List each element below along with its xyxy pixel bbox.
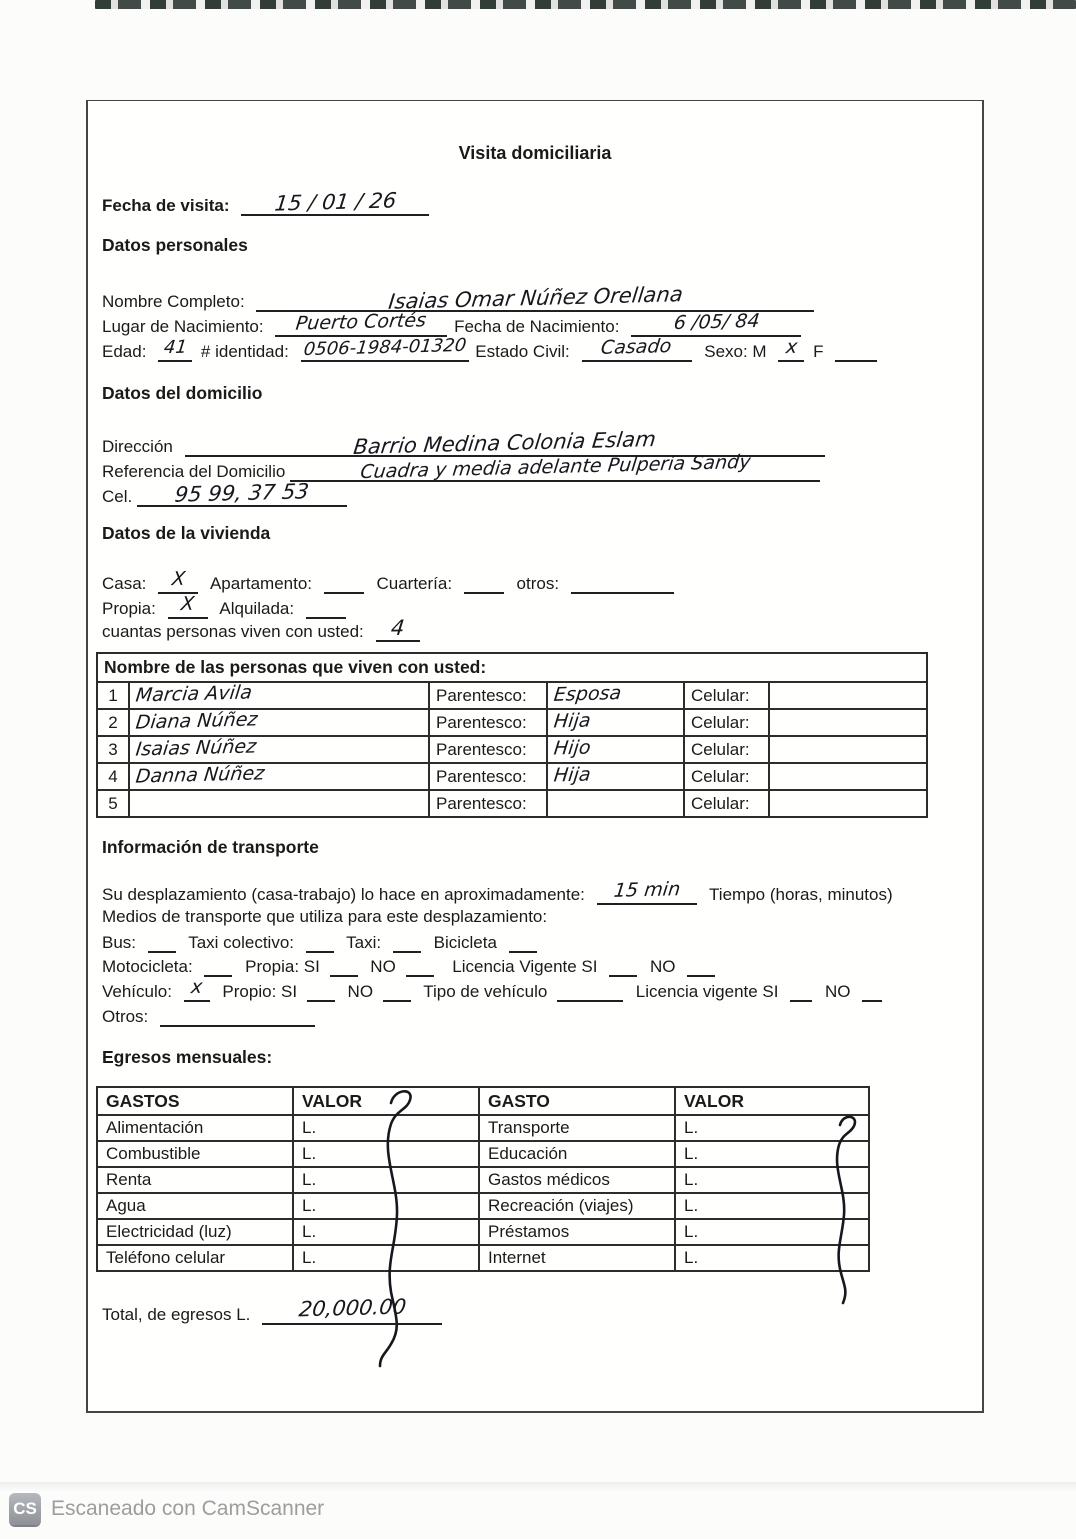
fecha-visita-label: Fecha de visita: xyxy=(102,196,230,215)
egresos-col-gasto: GASTO xyxy=(479,1087,675,1115)
personas-table-header: Nombre de las personas que viven con usted: xyxy=(97,653,927,682)
gasto-cell: Renta xyxy=(97,1167,293,1193)
taxi-colectivo-field xyxy=(306,930,334,953)
sexo-f-label: F xyxy=(813,342,824,361)
gasto-cell: Educación xyxy=(479,1141,675,1167)
row-number: 5 xyxy=(97,790,129,817)
table-row xyxy=(97,1141,869,1167)
bicicleta-label: Bicicleta xyxy=(433,933,497,952)
personas-viven-handwritten: 4 xyxy=(389,615,406,641)
fecha-nacimiento-field xyxy=(631,309,801,337)
taxi-colectivo-label: Taxi colectivo: xyxy=(188,933,295,952)
fecha-visita-handwritten: 15 / 01 / 26 xyxy=(273,188,398,216)
valor-cell: L. xyxy=(293,1167,479,1193)
egresos-heading: Egresos mensuales: xyxy=(102,1047,273,1067)
parentesco-label: Parentesco: xyxy=(429,790,547,817)
identidad-handwritten: 0506-1984-01320 xyxy=(302,334,468,361)
personas-viven-field xyxy=(376,615,420,642)
row-number: 1 xyxy=(97,682,129,709)
table-row xyxy=(97,1219,869,1245)
moto-propia-si-field xyxy=(330,954,358,977)
camscanner-footer-text: Escaneado con CamScanner xyxy=(51,1497,325,1520)
table-row xyxy=(97,736,927,763)
cel-label: Cel. xyxy=(102,487,133,506)
vehiculo-x-handwritten: x xyxy=(189,975,204,999)
table-row xyxy=(97,1167,869,1193)
desplazamiento-handwritten: 15 min xyxy=(612,878,682,902)
parentesco-label: Parentesco: xyxy=(429,736,547,763)
gasto-cell: Internet xyxy=(479,1245,675,1271)
scanned-form-page xyxy=(86,100,984,1413)
casa-x-handwritten: X xyxy=(170,567,187,591)
vehiculo-label: Vehículo: xyxy=(102,982,172,1001)
table-row xyxy=(97,1245,869,1271)
celular-label: Celular: xyxy=(684,709,769,736)
gasto-cell: Préstamos xyxy=(479,1219,675,1245)
sexo-f-field xyxy=(835,339,877,362)
lugar-nacimiento-field xyxy=(275,309,447,337)
apartamento-label: Apartamento: xyxy=(209,574,313,593)
nombre-completo-handwritten: Isaias Omar Núñez Orellana xyxy=(386,282,684,314)
valor-cell: L. xyxy=(293,1245,479,1271)
tipo-vehiculo-label: Tipo de vehículo xyxy=(423,982,548,1001)
motocicleta-label: Motocicleta: xyxy=(102,957,193,976)
valor-cell: L. xyxy=(675,1245,869,1271)
gasto-cell: Electricidad (luz) xyxy=(97,1219,293,1245)
estado-civil-field xyxy=(582,335,692,362)
casa-field xyxy=(158,567,198,594)
propia-field xyxy=(168,592,208,619)
parentesco-handwritten: Hijo xyxy=(552,736,592,759)
taxi-field xyxy=(393,930,421,953)
table-row xyxy=(97,763,927,790)
datos-vivienda-heading: Datos de la vivienda xyxy=(102,523,271,543)
otros-vivienda-field xyxy=(571,571,674,594)
valor-cell: L. xyxy=(675,1219,869,1245)
edad-handwritten: 41 xyxy=(162,336,188,359)
casa-label: Casa: xyxy=(102,574,147,593)
fecha-nacimiento-handwritten: 6 /05/ 84 xyxy=(672,309,761,335)
veh-licencia-label: Licencia vigente SI xyxy=(635,982,779,1001)
moto-licencia-no-label: NO xyxy=(649,957,676,976)
lugar-nacimiento-label: Lugar de Nacimiento: xyxy=(102,317,264,336)
motocicleta-field xyxy=(204,954,232,977)
propia-x-handwritten: X xyxy=(179,592,196,616)
camscanner-footer xyxy=(9,1493,324,1525)
celular-label: Celular: xyxy=(684,763,769,790)
propio-label: Propio: SI xyxy=(222,982,298,1001)
desplazamiento-label: Su desplazamiento (casa-trabajo) lo hace en aproximadamente: xyxy=(102,885,585,904)
propia-label: Propia: xyxy=(102,599,156,618)
valor-cell: L. xyxy=(675,1115,869,1141)
row-number: 4 xyxy=(97,763,129,790)
gasto-cell: Alimentación xyxy=(97,1115,293,1141)
gasto-cell: Transporte xyxy=(479,1115,675,1141)
total-egresos-handwritten: 20,000.00 xyxy=(297,1294,408,1322)
parentesco-handwritten: Hija xyxy=(552,763,592,786)
veh-licencia-no-field xyxy=(862,979,882,1002)
celular-label: Celular: xyxy=(684,790,769,817)
parentesco-label: Parentesco: xyxy=(429,682,547,709)
total-egresos-label: Total, de egresos L. xyxy=(102,1305,251,1324)
gasto-cell: Teléfono celular xyxy=(97,1245,293,1271)
parentesco-handwritten: Esposa xyxy=(552,681,623,706)
cel-field xyxy=(137,479,347,507)
valor-cell: L. xyxy=(293,1219,479,1245)
nombre-completo-field xyxy=(256,282,814,314)
sexo-m-handwritten: x xyxy=(784,335,799,359)
nombre-handwritten: Marcia Avila xyxy=(134,680,254,707)
sexo-label: Sexo: M xyxy=(704,342,767,361)
referencia-label: Referencia del Domicilio xyxy=(102,462,286,481)
table-row xyxy=(97,1193,869,1219)
medios-transporte-label: Medios de transporte que utiliza para este desplazamiento: xyxy=(102,907,548,926)
table-row xyxy=(97,1115,869,1141)
datos-personales-heading: Datos personales xyxy=(102,235,248,255)
direccion-label: Dirección xyxy=(102,437,173,456)
camscanner-logo-icon: CS xyxy=(9,1493,41,1525)
bus-label: Bus: xyxy=(102,933,137,952)
personas-table xyxy=(96,652,928,818)
referencia-handwritten: Cuadra y media adelante Pulperia Sandy xyxy=(358,450,752,484)
edad-field xyxy=(158,336,192,362)
egresos-table xyxy=(96,1086,870,1272)
alquilada-field xyxy=(306,596,346,619)
bus-field xyxy=(148,930,176,953)
direccion-handwritten: Barrio Medina Colonia Eslam xyxy=(352,427,658,459)
referencia-field xyxy=(290,450,820,484)
cel-handwritten: 95 99, 37 53 xyxy=(173,479,311,507)
estado-civil-label: Estado Civil: xyxy=(475,342,570,361)
desplazamiento-field xyxy=(597,878,697,905)
parentesco-label: Parentesco: xyxy=(429,763,547,790)
fecha-visita-field xyxy=(241,188,429,216)
celular-label: Celular: xyxy=(684,736,769,763)
valor-cell: L. xyxy=(675,1141,869,1167)
table-row xyxy=(97,682,927,709)
veh-licencia-si-field xyxy=(790,979,812,1002)
valor-cell: L. xyxy=(293,1193,479,1219)
form-title: Visita domiciliaria xyxy=(458,143,612,163)
tipo-vehiculo-field xyxy=(557,979,623,1002)
lugar-nacimiento-handwritten: Puerto Cortés xyxy=(294,309,428,335)
parentesco-handwritten: Hija xyxy=(552,709,592,732)
taxi-label: Taxi: xyxy=(346,933,382,952)
gasto-cell: Agua xyxy=(97,1193,293,1219)
moto-propia-label: Propia: SI xyxy=(245,957,320,976)
moto-licencia-label: Licencia Vigente SI xyxy=(452,957,598,976)
valor-cell: L. xyxy=(293,1115,479,1141)
estado-civil-handwritten: Casado xyxy=(600,335,673,359)
parentesco-label: Parentesco: xyxy=(429,709,547,736)
moto-licencia-si-field xyxy=(609,954,637,977)
nombre-completo-label: Nombre Completo: xyxy=(102,292,245,311)
bicicleta-field xyxy=(509,930,537,953)
cuarteria-field xyxy=(464,571,504,594)
nombre-handwritten: Isaias Núñez xyxy=(134,734,258,761)
moto-no-field xyxy=(406,954,434,977)
nombre-handwritten: Danna Núñez xyxy=(134,761,266,788)
veh-no-label: NO xyxy=(347,982,374,1001)
edad-label: Edad: xyxy=(102,342,147,361)
egresos-col-gastos: GASTOS xyxy=(97,1087,293,1115)
gasto-cell: Recreación (viajes) xyxy=(479,1193,675,1219)
moto-licencia-no-field xyxy=(687,954,715,977)
otros-vivienda-label: otros: xyxy=(516,574,560,593)
veh-licencia-no-label: NO xyxy=(824,982,851,1001)
scan-artifact-band xyxy=(95,0,1076,9)
nombre-handwritten: Diana Núñez xyxy=(134,707,259,734)
table-row xyxy=(97,790,927,817)
row-number: 3 xyxy=(97,736,129,763)
sexo-m-field xyxy=(778,335,804,362)
valor-cell: L. xyxy=(675,1167,869,1193)
personas-viven-label: cuantas personas viven con usted: xyxy=(102,622,364,641)
alquilada-label: Alquilada: xyxy=(219,599,295,618)
moto-no-label: NO xyxy=(370,957,396,976)
propio-si-field xyxy=(307,979,335,1002)
identidad-label: # identidad: xyxy=(200,342,289,361)
veh-no-field xyxy=(383,979,411,1002)
datos-domicilio-heading: Datos del domicilio xyxy=(102,383,263,403)
total-egresos-field xyxy=(262,1294,442,1325)
apartamento-field xyxy=(324,571,364,594)
row-number: 2 xyxy=(97,709,129,736)
celular-label: Celular: xyxy=(684,682,769,709)
egresos-col-valor1: VALOR xyxy=(293,1087,479,1115)
tiempo-suffix-label: Tiempo (horas, minutos) xyxy=(709,885,893,904)
gasto-cell: Combustible xyxy=(97,1141,293,1167)
otros-transporte-field xyxy=(160,1004,315,1027)
vehiculo-field xyxy=(184,975,210,1002)
gasto-cell: Gastos médicos xyxy=(479,1167,675,1193)
valor-cell: L. xyxy=(293,1141,479,1167)
identidad-field xyxy=(301,334,469,362)
valor-cell: L. xyxy=(675,1193,869,1219)
info-transporte-heading: Información de transporte xyxy=(102,837,319,857)
fecha-nacimiento-label: Fecha de Nacimiento: xyxy=(454,317,620,336)
table-row xyxy=(97,709,927,736)
cuarteria-label: Cuartería: xyxy=(376,574,453,593)
otros-transporte-label: Otros: xyxy=(102,1007,149,1026)
egresos-col-valor2: VALOR xyxy=(675,1087,869,1115)
